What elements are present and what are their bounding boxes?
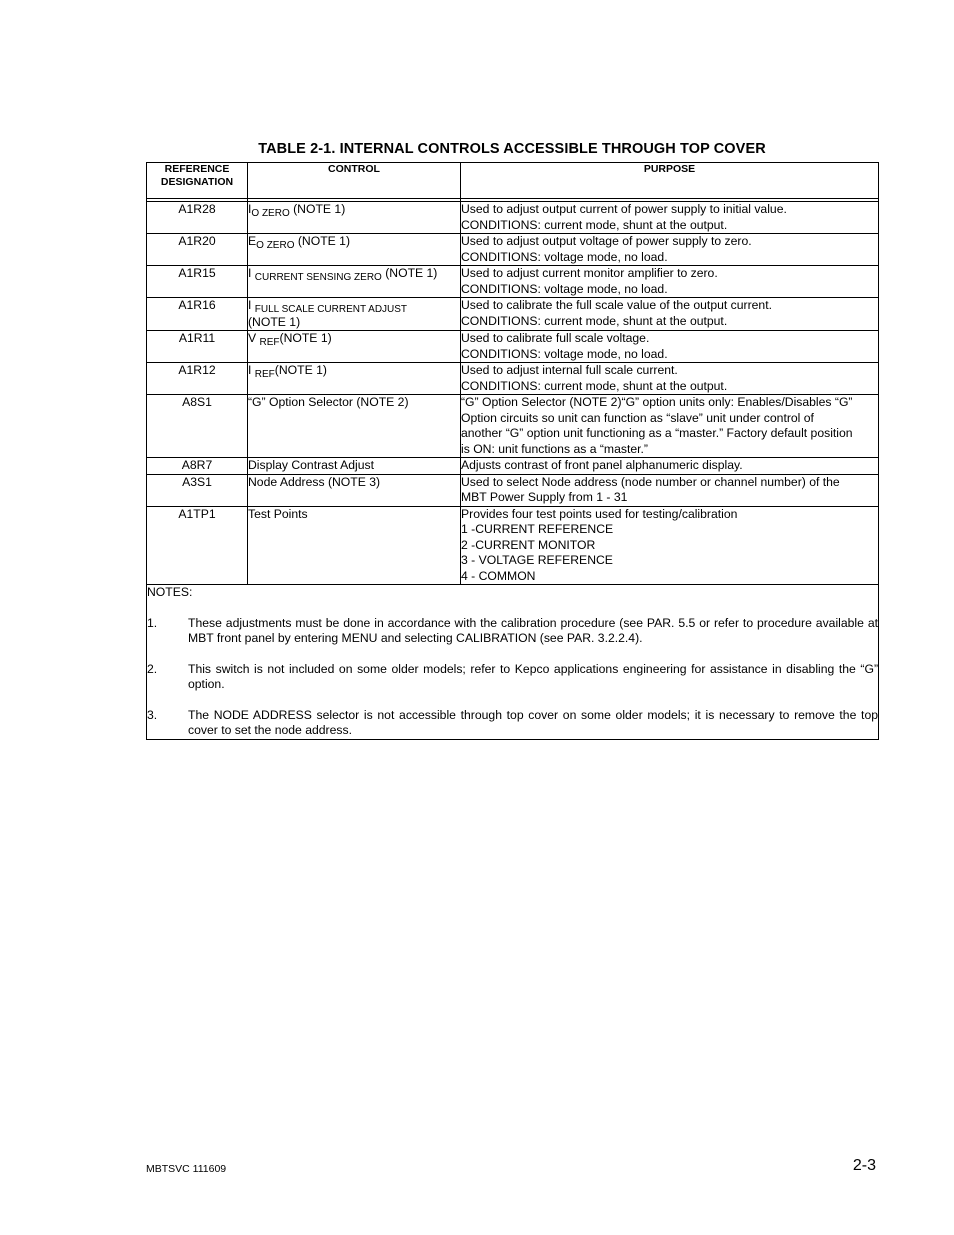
control-cell — [248, 363, 461, 395]
header-purpose: PURPOSE — [461, 163, 879, 199]
control-symbol: I — [248, 298, 255, 312]
table-row — [147, 331, 879, 363]
reference-designation-cell: A1R11 — [147, 331, 248, 363]
reference-designation-cell: A1R12 — [147, 363, 248, 395]
purpose-line: Used to adjust output current of power supply to initial value. — [461, 202, 787, 216]
control-subscript: O ZERO — [251, 208, 290, 219]
purpose-line: CONDITIONS: voltage mode, no load. — [461, 249, 668, 264]
control-subscript: CURRENT SENSING ZERO — [254, 272, 382, 283]
note-item — [147, 662, 878, 693]
control-note-ref: (NOTE 1) — [279, 331, 332, 345]
reference-designation-cell: A3S1 — [147, 474, 248, 506]
control-note-ref: (NOTE 1) — [289, 202, 346, 216]
control-note-ref: (NOTE 1) — [248, 314, 301, 329]
table-row — [147, 202, 879, 234]
purpose-line: Adjusts contrast of front panel alphanumeric display. — [461, 458, 743, 472]
note-item — [147, 616, 878, 647]
purpose-line: Used to calibrate full scale voltage. — [461, 331, 650, 345]
note-number: 2. — [147, 661, 158, 676]
control-symbol: “G” Option Selector (NOTE 2) — [248, 395, 409, 409]
purpose-line: CONDITIONS: current mode, shunt at the output. — [461, 313, 728, 328]
control-subscript: FULL SCALE CURRENT ADJUST — [254, 304, 408, 315]
purpose-cell — [461, 363, 879, 395]
reference-designation-cell: A8R7 — [147, 458, 248, 475]
table-row — [147, 395, 879, 458]
control-cell — [248, 234, 461, 266]
purpose-cell — [461, 266, 879, 298]
internal-controls-table — [146, 162, 879, 740]
note-item — [147, 708, 878, 739]
table-title: TABLE 2-1. INTERNAL CONTROLS ACCESSIBLE THROUGH TOP COVER — [258, 141, 766, 157]
table-row — [147, 298, 879, 331]
purpose-cell — [461, 506, 879, 585]
purpose-cell — [461, 202, 879, 234]
header-reference-designation: REFERENCE DESIGNATION — [147, 163, 248, 199]
table-body — [147, 202, 879, 585]
reference-designation-cell: A1R15 — [147, 266, 248, 298]
control-note-ref: (NOTE 1) — [294, 234, 351, 248]
purpose-line: MBT Power Supply from 1 - 31 — [461, 490, 628, 504]
purpose-line: 2 -CURRENT MONITOR — [461, 537, 596, 552]
control-symbol: I — [248, 202, 252, 216]
footer-doc-id: MBTSVC 111609 — [146, 1163, 227, 1175]
control-symbol: I — [248, 266, 255, 280]
reference-designation-cell: A8S1 — [147, 395, 248, 458]
control-cell — [248, 298, 461, 331]
control-symbol: Node Address (NOTE 3) — [248, 474, 381, 489]
control-cell — [248, 506, 461, 585]
control-note-ref: (NOTE 1) — [274, 363, 327, 377]
control-subscript: O ZERO — [256, 240, 295, 251]
purpose-line: Used to adjust output voltage of power supply to zero. — [461, 234, 752, 248]
purpose-line: “G” Option Selector (NOTE 2)“G” option units only: Enables/Disables “G” — [461, 395, 853, 409]
table-row — [147, 234, 879, 266]
control-cell — [248, 331, 461, 363]
control-symbol: V — [248, 331, 260, 345]
table-row — [147, 363, 879, 395]
note-number: 1. — [147, 615, 158, 630]
purpose-cell — [461, 331, 879, 363]
reference-designation-cell: A1R28 — [147, 202, 248, 234]
control-note-ref: (NOTE 1) — [381, 266, 438, 280]
control-symbol: I — [248, 363, 255, 377]
purpose-line: Used to calibrate the full scale value of the output current. — [461, 298, 772, 312]
note-number: 3. — [147, 707, 158, 722]
purpose-cell — [461, 298, 879, 331]
control-cell — [248, 474, 461, 506]
note-text: These adjustments must be done in accordance with the calibration procedure (see PAR. 5.5 or refer to procedure available at MBT front panel by entering MENU and selecting CALIBRATION (see PAR. 3.2.2.4). — [188, 615, 878, 645]
note-text: The NODE ADDRESS selector is not accessible through top cover on some older models; it is necessary to remove the top cover to set the node address. — [188, 707, 878, 737]
notes-cell — [147, 585, 879, 740]
footer-page-number: 2-3 — [852, 1157, 876, 1174]
notes-heading: NOTES: — [147, 585, 193, 599]
purpose-line: CONDITIONS: current mode, shunt at the output. — [461, 217, 728, 232]
purpose-cell — [461, 234, 879, 266]
purpose-line: is ON: unit functions as a “master.” — [461, 441, 648, 456]
purpose-line: Used to adjust internal full scale current. — [461, 363, 678, 377]
header-control: CONTROL — [248, 163, 461, 199]
purpose-line: 4 - COMMON — [461, 568, 536, 583]
reference-designation-cell: A1R16 — [147, 298, 248, 331]
control-subscript: REF — [259, 337, 280, 348]
purpose-line: Used to adjust current monitor amplifier to zero. — [461, 266, 718, 280]
control-symbol: E — [248, 234, 257, 248]
purpose-line: CONDITIONS: current mode, shunt at the output. — [461, 378, 728, 393]
purpose-line: CONDITIONS: voltage mode, no load. — [461, 281, 668, 296]
notes-row — [147, 585, 879, 740]
control-cell — [248, 266, 461, 298]
control-cell — [248, 202, 461, 234]
purpose-cell — [461, 458, 879, 475]
table-header-row — [147, 163, 879, 199]
purpose-cell — [461, 474, 879, 506]
table-row — [147, 266, 879, 298]
note-text: This switch is not included on some older models; refer to Kepco applications engineering for assistance in disabling the “G” option. — [188, 661, 878, 691]
purpose-line: 1 -CURRENT REFERENCE — [461, 522, 614, 536]
control-subscript: REF — [254, 369, 275, 380]
purpose-line: 3 - VOLTAGE REFERENCE — [461, 553, 613, 567]
table-row — [147, 506, 879, 585]
purpose-line: another “G” option unit functioning as a “master.” Factory default position — [461, 426, 853, 440]
table-row — [147, 458, 879, 475]
control-cell — [248, 395, 461, 458]
purpose-cell — [461, 395, 879, 458]
purpose-line: CONDITIONS: voltage mode, no load. — [461, 346, 668, 361]
control-symbol: Display Contrast Adjust — [248, 458, 374, 472]
purpose-line: Option circuits so unit can function as “slave” unit under control of — [461, 410, 814, 425]
reference-designation-cell: A1R20 — [147, 234, 248, 266]
purpose-line: Used to select Node address (node number or channel number) of the — [461, 474, 840, 489]
reference-designation-cell: A1TP1 — [147, 506, 248, 585]
purpose-line: Provides four test points used for testing/calibration — [461, 506, 738, 521]
control-symbol: Test Points — [248, 506, 308, 521]
control-cell — [248, 458, 461, 475]
table-row — [147, 474, 879, 506]
